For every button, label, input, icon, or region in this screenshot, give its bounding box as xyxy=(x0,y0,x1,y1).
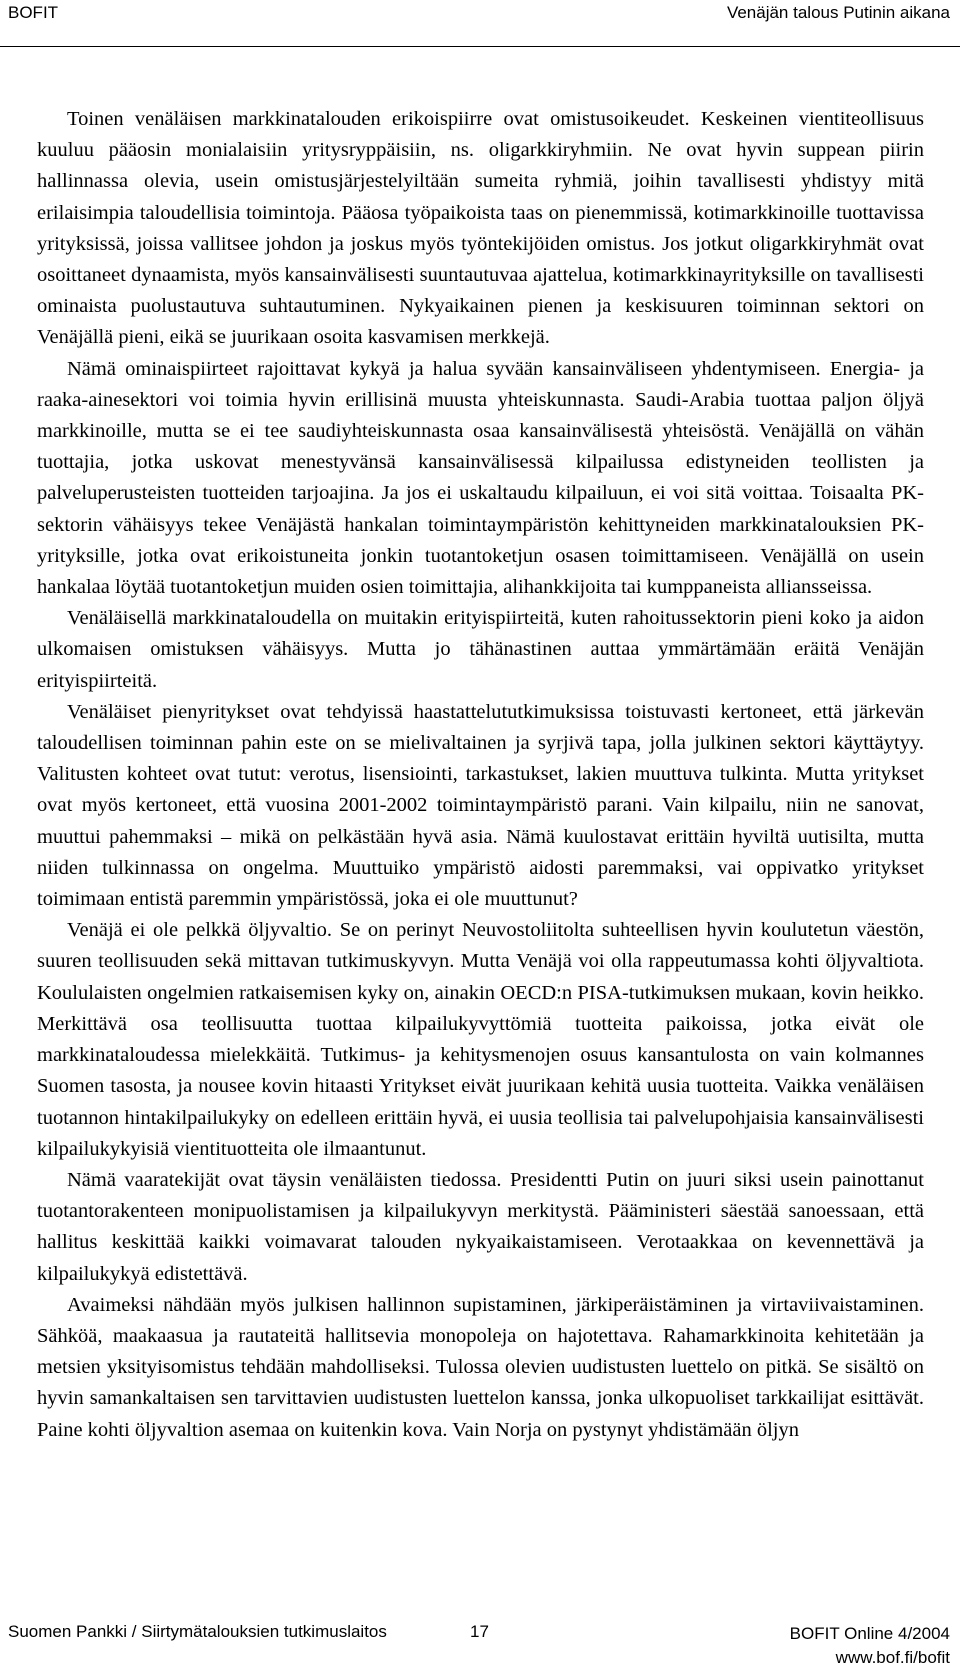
paragraph-ownership: Toinen venäläisen markkinatalouden erikoispiirre ovat omistusoikeudet. Keskeinen vientiteollisuus kuuluu pääosin monialaisiin yritysryppäisiin, ns. oligarkkiryhmiin. Ne ovat hyvin suppean piirin hallinnassa olevia, usein omistusjärjestelyiltään sumeita ryhmiä, joihin tavallisesti yhdistyy mitä erilaisimpia taloudellisia toimintoja. Pääosa työpaikoista taas on pienemmissä, kotimarkkinoille tuottavissa yrityksissä, joissa vallitsee johdon ja joskus myös työntekijöiden omistus. Jos jotkut oligarkkiryhmät ovat osoittaneet dynaamista, myös kansainvälisesti suuntautuvaa ajattelua, kotimarkkinayrityksille on tavallisesti ominaista puolustautuva suhtautuminen. Nykyaikainen pienen ja keskisuuren toiminnan sektori on Venäjällä pieni, eikä se juurikaan osoita kasvamisen merkkejä. xyxy=(37,108,924,349)
header-title: Venäjän talous Putinin aikana xyxy=(726,3,950,22)
paragraph-small-business: Venäläiset pienyritykset ovat tehdyissä haastattelututkimuksissa toistuvasti kertoneet, että järkevän taloudellisen toiminnan pahin este on se mielivaltainen ja syrjivä tapa, jolla julkinen sektori käyttäytyy. Valitusten kohteet ovat tutut: verotus, lisensiointi, tarkastukset, lakien muuttuva tulkinta. Mutta yritykset ovat myös kertoneet, että vuosina 2001-2002 toimintaympäristö parani. Vain kilpailu, niin ne sanovat, muuttui pahemmaksi – mikä on pelkästään hyvä asia. Nämä kuulostavat erittäin hyviltä uutisilta, mutta niiden tulkinnassa on ongelma. Muuttuiko ympäristö aidosti paremmaksi, vai oppivatko yritykset toimimaan entistä paremmin ympäristössä, joka ei ole muuttunut? xyxy=(37,700,924,911)
body-text xyxy=(37,104,924,1446)
page-footer xyxy=(0,1612,960,1678)
footer-institution: Suomen Pankki / Siirtymätalouksien tutkimuslaitos xyxy=(8,1622,387,1641)
footer-issue: BOFIT Online 4/2004 xyxy=(789,1624,950,1643)
paragraph-reforms: Avaimeksi nähdään myös julkisen hallinnon supistaminen, järkiperäistäminen ja virtaviivaistaminen. Sähköä, maakaasua ja rautateitä hallitsevia monopoleja on hajotettava. Rahamarkkinoita kehitetään ja metsien yksityisomistus tehdään mahdolliseksi. Tulossa olevien uudistusten luettelo on pitkä. Se sisältö on hyvin samankaltaisen sen tarvittavien uudistusten luettelon kanssa, jonka ulkopuoliset tarkkailijat esittävät. Paine kohti öljyvaltion asemaa on kuitenkin kova. Vain Norja on pystynyt yhdistämään öljyn xyxy=(37,1293,924,1441)
page-number: 17 xyxy=(470,1622,489,1641)
paragraph-oil-state: Venäjä ei ole pelkkä öljyvaltio. Se on perinyt Neuvostoliitolta suhteellisen hyvin koulutetun väestön, suuren teollisuuden sekä mittavan tutkimuskyvyn. Mutta Venäjä voi olla rappeutumassa kohti öljyvaltiota. Koululaisten ongelmien ratkaisemisen kyky on, ainakin OECD:n PISA-tutkimuksen mukaan, kovin heikko. Merkittävä osa teollisuutta tuottaa kilpailukyvyttömiä tuotteita paikoissa, jotka eivät ole markkinataloudessa mielekkäitä. Tutkimus- ja kehitysmenojen osuus kansantulosta on vain kolmannes Suomen tasosta, ja nousee kovin hitaasti Yritykset eivät juurikaan kehitä uusia tuotteita. Vaikka venäläisen tuotannon hintakilpailukyky on edelleen erittäin hyvä, ei uusia teollisia tai palvelupohjaisia kansainvälisesti kilpailukykyisiä vientituotteita ole ilmaantunut. xyxy=(37,919,924,1160)
header-publisher: BOFIT xyxy=(8,3,59,22)
paragraph-risk-factors: Nämä vaaratekijät ovat täysin venäläisten tiedossa. Presidentti Putin on juuri siksi usein painottanut tuotantorakenteen monipuolistamisen ja kilpailukyvyn merkitystä. Pääministeri säestää sanoessaan, että hallitus keskittää kaikki voimavarat talouden nykyaikaistamiseen. Verotaakkaa on kevennettävä ja kilpailukykyä edistettävä. xyxy=(37,1168,924,1285)
page-header xyxy=(0,0,960,48)
paragraph-financial-sector: Venäläisellä markkinataloudella on muitakin erityispiirteitä, kuten rahoitussektorin pieni koko ja aidon ulkomaisen omistuksen vähäisyys. Mutta jo tähänastinen auttaa ymmärtämään eräitä Venäjän erityispiirteitä. xyxy=(37,607,924,692)
footer-url: www.bof.fi/bofit xyxy=(835,1648,950,1667)
header-divider xyxy=(0,46,960,47)
footer-publication xyxy=(790,1622,950,1670)
paragraph-integration: Nämä ominaispiirteet rajoittavat kykyä ja halua syvään kansainväliseen yhdentymiseen. Energia- ja raaka-ainesektori voi toimia hyvin erillisinä muusta yhteiskunnasta. Saudi-Arabia tuottaa paljon öljyä markkinoille, mutta se ei tee saudiyhteiskunnasta osaa kansainvälisestä yhteisöstä. Venäjällä on vähän tuottajia, jotka uskovat menestyvänsä kansainvälisessä kilpailussa edistyneiden teollisten ja palveluperusteisten tuotteiden tarjoajina. Ja jos ei uskaltaudu kilpailuun, ei voi sitä voittaa. Toisaalta PK-sektorin vähäisyys tekee Venäjästä hankalan toimintaympäristön kehittyneiden markkinatalouksien PK-yrityksille, jotka ovat erikoistuneita jonkin tuotantoketjun osasen toimittamiseen. Venäjällä on usein hankalaa löytää tuotantoketjun muiden osien toimittajia, alihankkijoita tai kumppaneista alliansseissa. xyxy=(37,357,924,599)
